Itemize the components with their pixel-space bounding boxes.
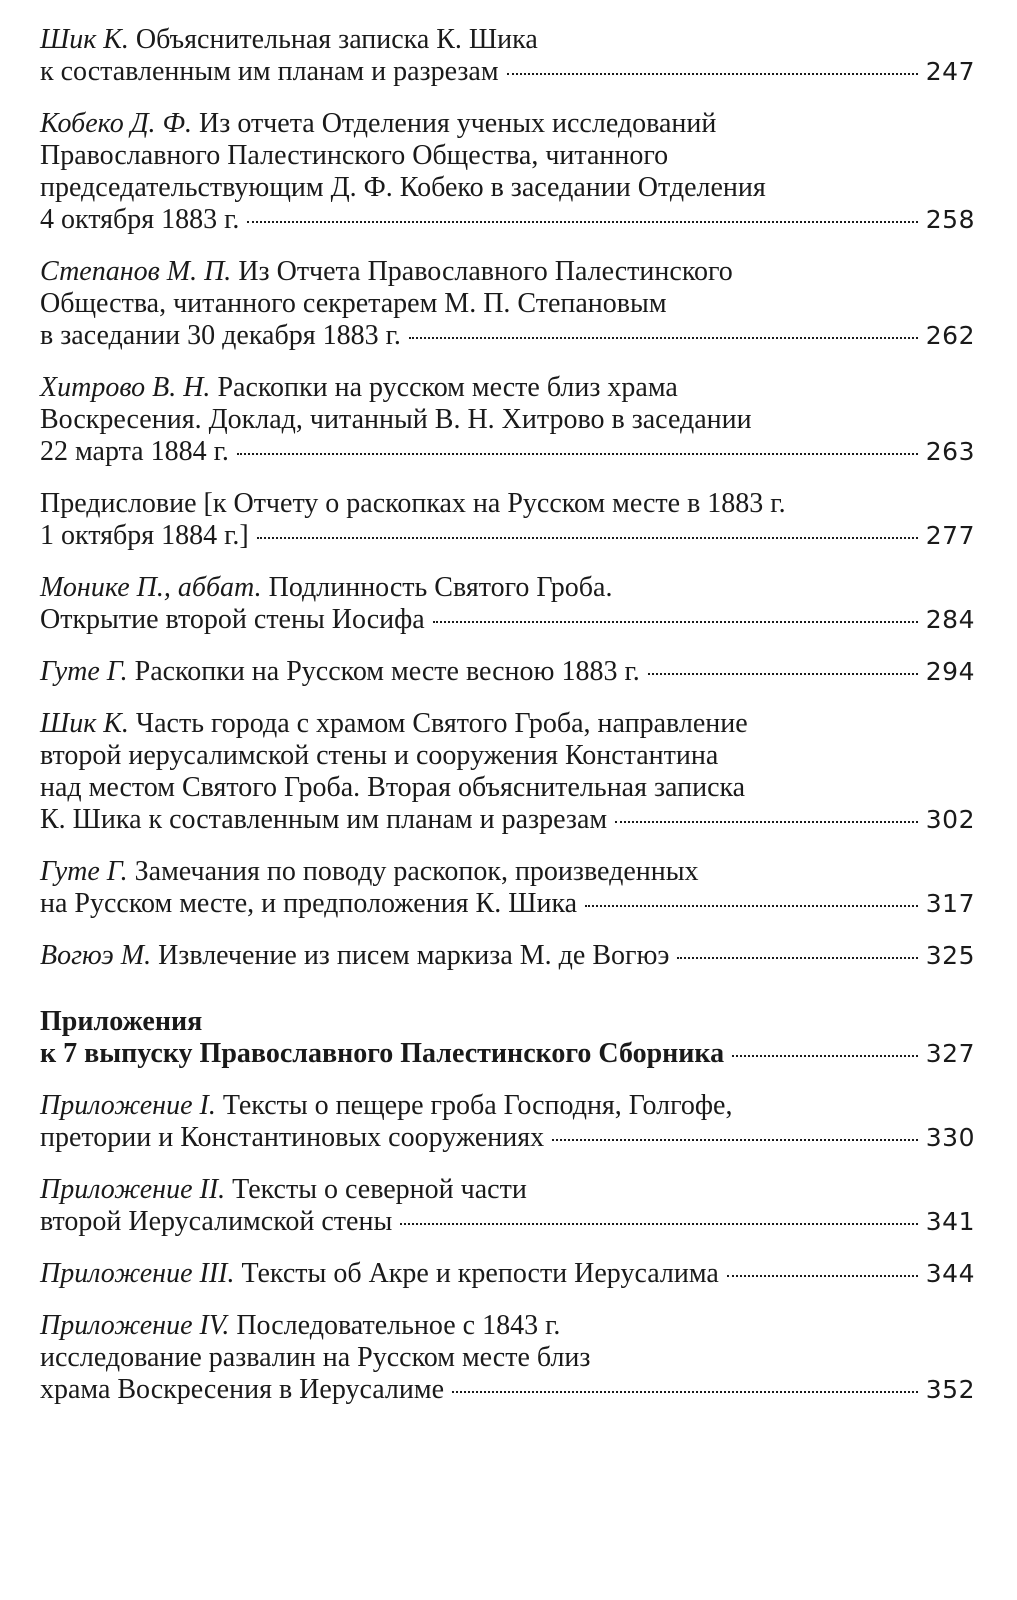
entry-title-line: Раскопки на Русском месте весною 1883 г. [134,656,640,687]
entry-title-line: Из отчета Отделения ученых исследований [199,108,717,139]
entry-title-line: Православного Палестинского Общества, читанного [40,140,669,171]
entry-title-line: в заседании 30 декабря 1883 г. [40,320,401,351]
entry-title-line: Тексты о пещере гроба Господня, Голгофе, [222,1090,733,1121]
entry-title-line: Открытие второй стены Иосифа [40,604,425,635]
section-title: Приложения [40,1006,203,1037]
toc-entry [40,856,975,920]
entry-title-line: Извлечение из писем маркиза М. де Вогюэ [158,940,670,971]
entry-title-line: Подлинность Святого Гроба. [268,572,613,603]
dot-leader [677,957,917,959]
entry-author: Кобеко Д. Ф. [40,108,193,139]
entry-title-line: Раскопки на русском месте близ храма [217,372,678,403]
dot-leader [237,453,918,455]
entry-author: Хитрово В. Н. [40,372,211,403]
entry-title-line: храма Воскресения в Иерусалиме [40,1374,445,1405]
entry-title-line: Воскресения. Доклад, читанный В. Н. Хитрово в заседании [40,404,752,435]
entry-title-line: на Русском месте, и предположения К. Шика [40,888,578,919]
page-number: 344 [925,1259,975,1288]
dot-leader [648,673,918,675]
page-number: 341 [925,1207,975,1236]
dot-leader [552,1139,918,1141]
appendix-entry [40,1310,975,1406]
entry-title-line: К. Шика к составленным им планам и разрезам [40,804,608,835]
appendix-label: Приложение IV. [40,1310,230,1341]
appendix-entry [40,1258,975,1290]
table-of-contents [40,24,975,1426]
entry-title-line: второй иерусалимской стены и сооружения Константина [40,740,719,771]
entry-title-line: Общества, читанного секретарем М. П. Степановым [40,288,667,319]
appendix-label: Приложение II. [40,1174,226,1205]
page-number: 284 [925,605,975,634]
dot-leader [247,221,917,223]
page-number: 277 [925,521,975,550]
entry-title-line: Последовательное с 1843 г. [236,1310,561,1341]
dot-leader [257,537,918,539]
dot-leader [507,73,918,75]
entry-author: Шик К. [40,24,129,55]
entry-author: Монике П., аббат. [40,572,262,603]
toc-entry [40,708,975,836]
entry-author: Шик К. [40,708,129,739]
toc-entry [40,572,975,636]
entry-title-line: исследование развалин на Русском месте близ [40,1342,591,1373]
appendix-section-header [40,1006,975,1070]
toc-entry [40,108,975,236]
dot-leader [585,905,918,907]
entry-title-line: Тексты об Акре и крепости Иерусалима [241,1258,719,1289]
page-number: 302 [925,805,975,834]
page-number: 258 [925,205,975,234]
page-number: 327 [925,1039,975,1068]
page-number: 263 [925,437,975,466]
appendix-entry [40,1174,975,1238]
toc-entry [40,372,975,468]
entry-title-line: второй Иерусалимской стены [40,1206,393,1237]
entry-title-line: претории и Константиновых сооружениях [40,1122,545,1153]
entry-author: Вогюэ М. [40,940,152,971]
page-number: 352 [925,1375,975,1404]
dot-leader [732,1055,918,1057]
page-number: 325 [925,941,975,970]
page-number: 317 [925,889,975,918]
entry-author: Гуте Г. [40,656,128,687]
entry-title-line: Объяснительная записка К. Шика [135,24,538,55]
page-number: 262 [925,321,975,350]
toc-entry [40,256,975,352]
page-number: 330 [925,1123,975,1152]
page-number: 247 [925,57,975,86]
entry-title-line: Из Отчета Православного Палестинского [238,256,733,287]
entry-title-line: Часть города с храмом Святого Гроба, направление [135,708,748,739]
dot-leader [400,1223,918,1225]
entry-title-line: к составленным им планам и разрезам [40,56,499,87]
dot-leader [615,821,918,823]
page-number: 294 [925,657,975,686]
entry-title-line: 22 марта 1884 г. [40,436,229,467]
entry-title-line: Тексты о северной части [232,1174,527,1205]
entry-author: Степанов М. П. [40,256,232,287]
appendix-entry [40,1090,975,1154]
entry-title-line: председательствующим Д. Ф. Кобеко в заседании Отделения [40,172,766,203]
entry-title-line: 4 октября 1883 г. [40,204,240,235]
entry-author: Гуте Г. [40,856,128,887]
appendix-label: Приложение I. [40,1090,216,1121]
dot-leader [452,1391,918,1393]
dot-leader [409,337,918,339]
entry-title-line: над местом Святого Гроба. Вторая объяснительная записка [40,772,746,803]
section-title-line: к 7 выпуску Православного Палестинского Сборника [40,1038,725,1069]
toc-entry [40,488,975,552]
toc-entry [40,656,975,688]
entry-title-line: Замечания по поводу раскопок, произведенных [134,856,699,887]
dot-leader [433,621,918,623]
toc-entry [40,940,975,972]
dot-leader [727,1275,918,1277]
entry-title-line: 1 октября 1884 г.] [40,520,249,551]
entry-title-line: Предисловие [к Отчету о раскопках на Русском месте в 1883 г. [40,488,786,519]
appendix-label: Приложение III. [40,1258,235,1289]
toc-entry [40,24,975,88]
